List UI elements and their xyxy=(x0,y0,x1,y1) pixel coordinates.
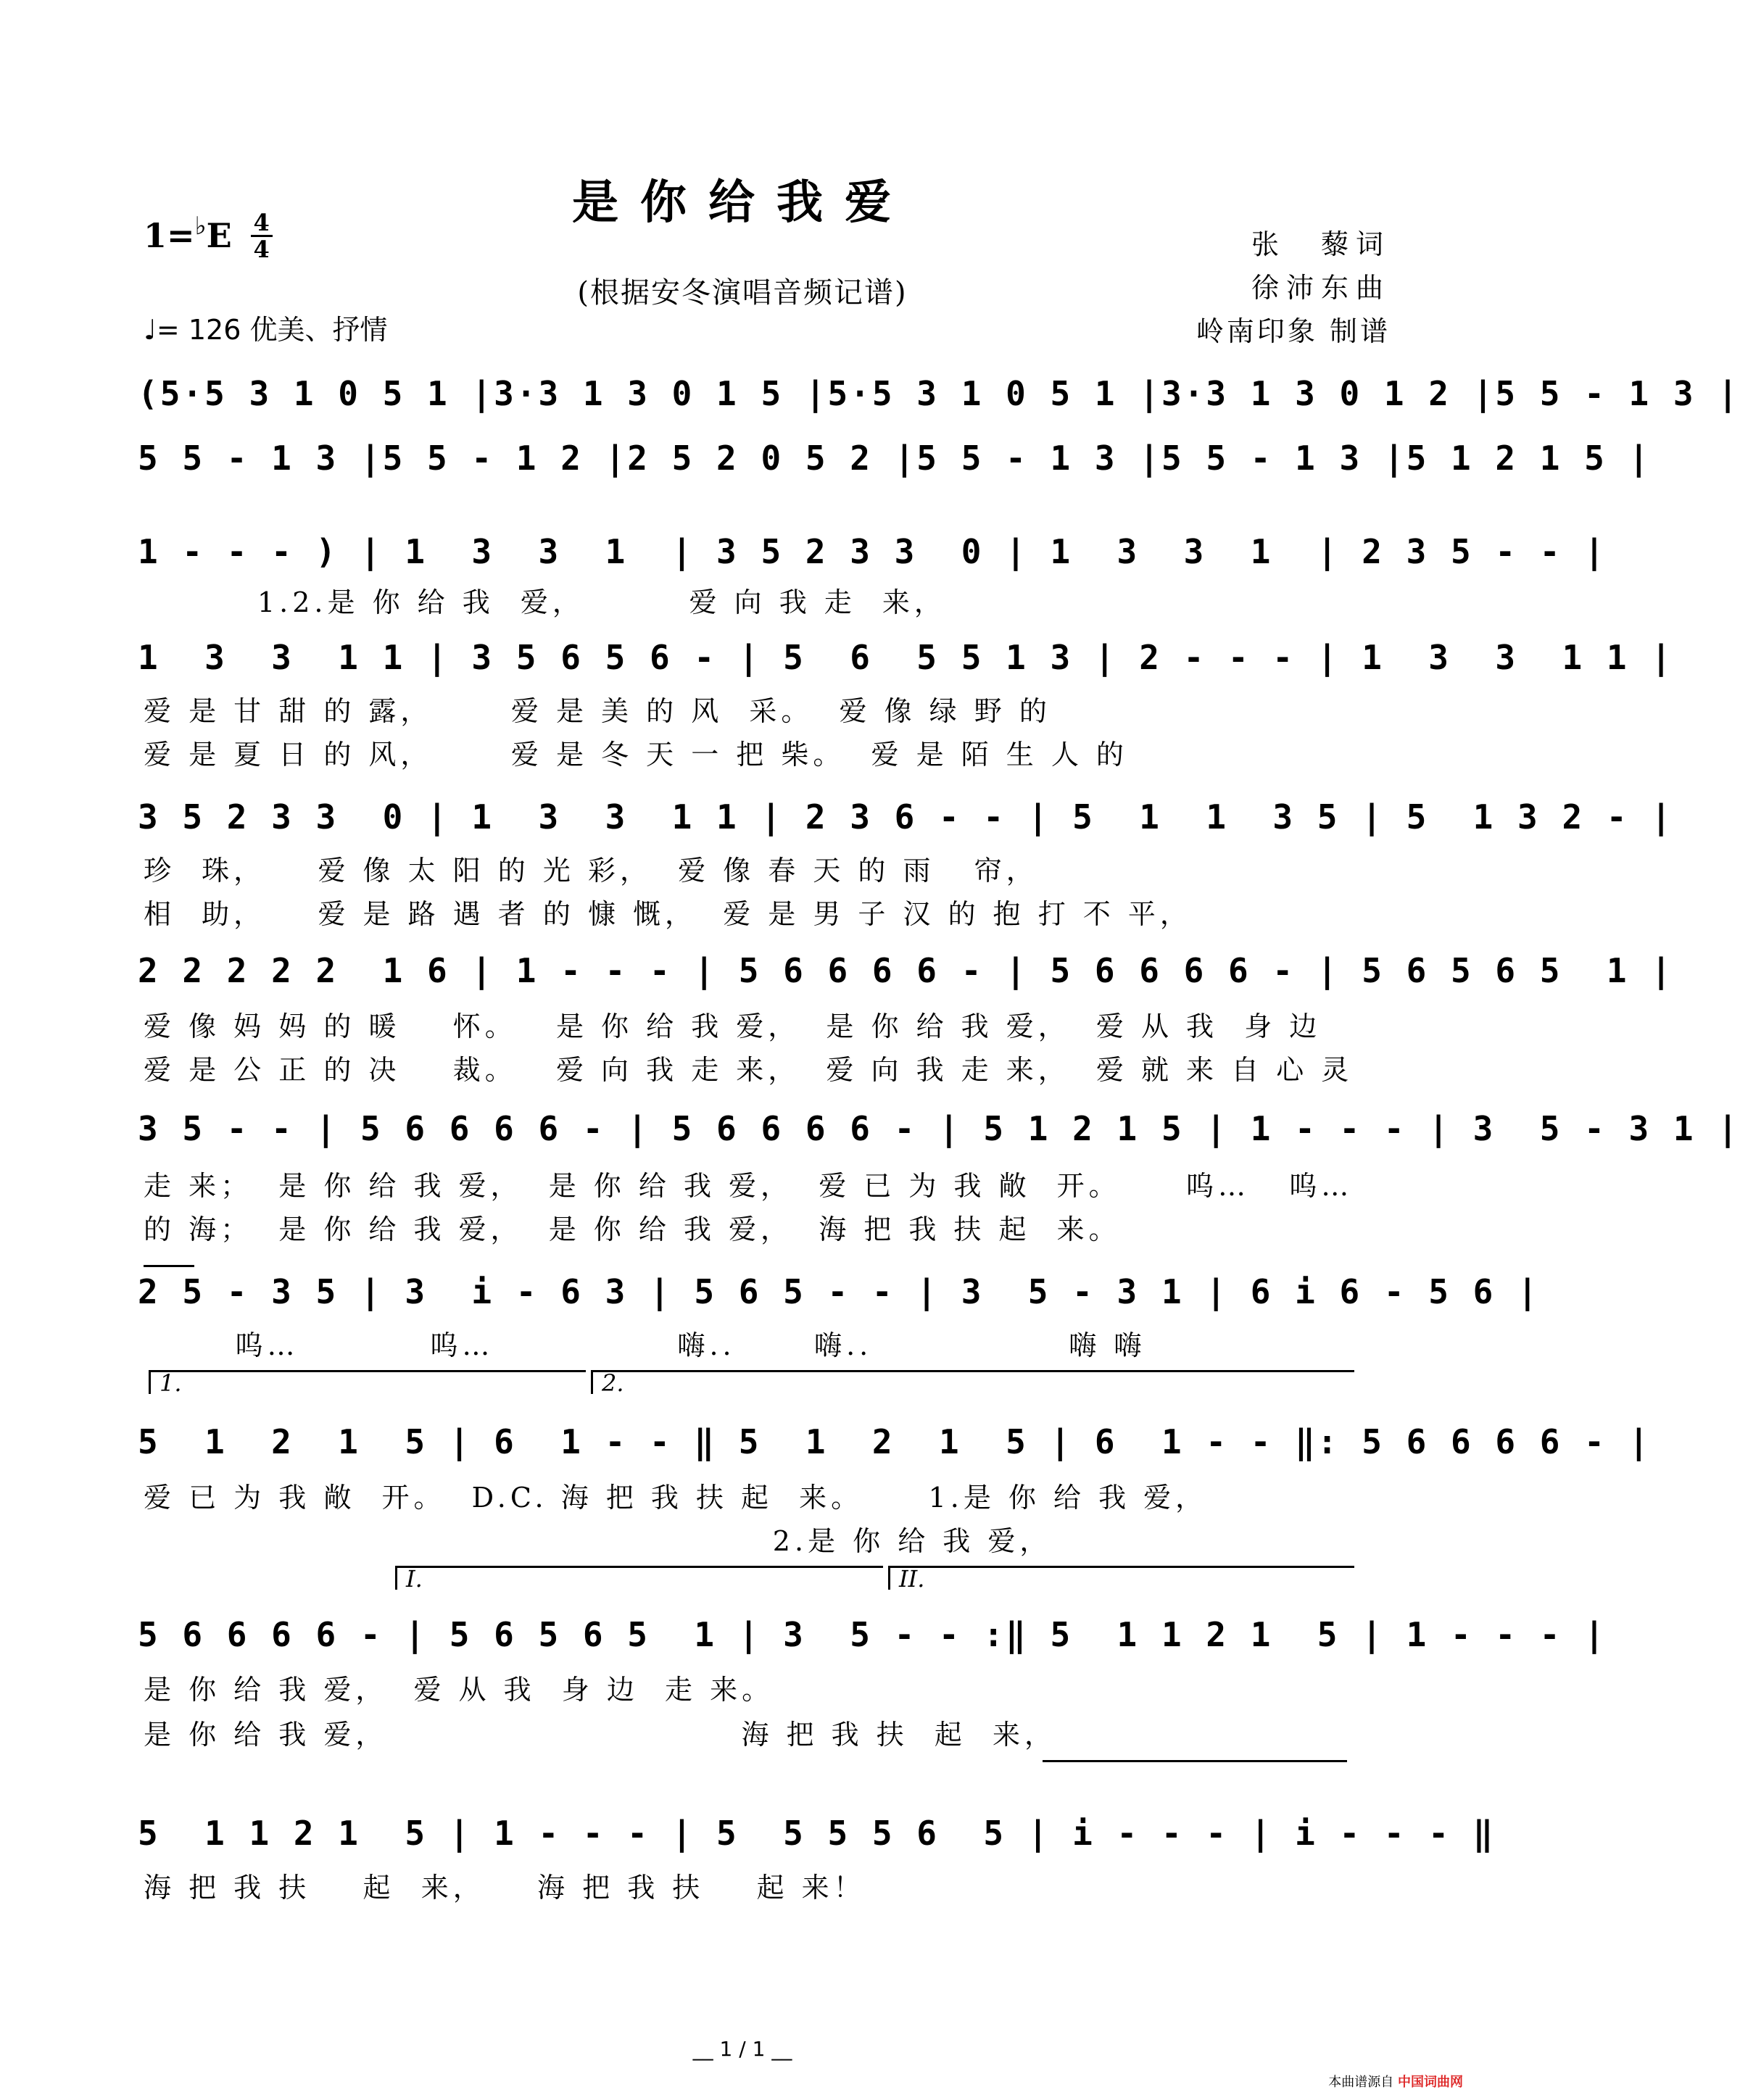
volta-label: I. xyxy=(406,1565,423,1593)
lyric-line: 呜… 呜… 嗨.. 嗨.. 嗨 嗨 xyxy=(144,1329,1146,1361)
source-site: 中国词曲网 xyxy=(1398,2075,1463,2090)
tempo-marking: ♩= 126 优美、抒情 xyxy=(144,314,388,346)
score-row-11: 5 1 1 2 1 5 | 1 - - - | 5 5 5 5 6 5 | i - - - | i - - - ‖ xyxy=(138,1814,1496,1853)
score-row-2: 5 5 - 1 3 |5 5 - 1 2 |2 5 2 0 5 2 |5 5 - 1 3 |5 5 - 1 3 |5 1 2 1 5 | xyxy=(138,439,1652,478)
lyric-line: 爱 是 甘 甜 的 露， 爱 是 美 的 风 采。 爱 像 绿 野 的 xyxy=(144,695,1051,727)
score-row-7: 3 5 - - | 5 6 6 6 6 - | 5 6 6 6 6 - | 5 1 2 1 5 | 1 - - - | 3 5 - 3 1 | xyxy=(138,1109,1740,1148)
lyric-line: 珍 珠， 爱 像 太 阳 的 光 彩， 爱 像 春 天 的 雨 帘， xyxy=(144,855,1038,887)
time-signature xyxy=(251,208,273,263)
time-numerator: 4 xyxy=(253,208,270,236)
score-row-9: 5 1 2 1 5 | 6 1 - - ‖ 5 1 2 1 5 | 6 1 - - ‖: 5 6 6 6 6 - | xyxy=(138,1422,1652,1461)
page-number: __ 1 / 1 __ xyxy=(692,2037,792,2061)
song-title: 是你给我爱 xyxy=(572,175,913,230)
score-row-8: 2 5 - 3 5 | 3 i - 6 3 | 5 6 5 - - | 3 5 - 3 1 | 6 i 6 - 5 6 | xyxy=(138,1272,1540,1311)
composer-credit: 徐沛东曲 xyxy=(1251,272,1391,304)
score-row-1: (5·5 3 1 0 5 1 |3·3 1 3 0 1 5 |5·5 3 1 0 5 1 |3·3 1 3 0 1 2 |5 5 - 1 3 | xyxy=(138,374,1740,413)
score-row-3: 1 - - - ) | 1 3 3 1 | 3 5 2 3 3 0 | 1 3 3 1 | 2 3 5 - - | xyxy=(138,532,1607,571)
lyric-line: 相 助， 爱 是 路 遇 者 的 慷 慨， 爱 是 男 子 汉 的 抱 打 不 平， xyxy=(144,898,1192,930)
score-row-6: 2 2 2 2 2 1 6 | 1 - - - | 5 6 6 6 6 - | 5 6 6 6 6 - | 5 6 5 6 5 1 | xyxy=(138,951,1673,990)
score-row-10: 5 6 6 6 6 - | 5 6 5 6 5 1 | 3 5 - - :‖ 5 1 1 2 1 5 | 1 - - - | xyxy=(138,1615,1607,1654)
source-prefix: 本曲谱源自 xyxy=(1328,2075,1394,2090)
key-prefix: 1= xyxy=(144,216,195,255)
volta-bracket-repeat-first xyxy=(395,1565,883,1593)
lyric-line: 是 你 给 我 爱， 爱 从 我 身 边 走 来。 xyxy=(144,1674,774,1706)
lyric-line: 是 你 给 我 爱， 海 把 我 扶 起 来， xyxy=(144,1719,1057,1751)
volta-bracket-first xyxy=(149,1369,586,1397)
lyric-line: 爱 像 妈 妈 的 暖 怀。 是 你 给 我 爱， 是 你 给 我 爱， 爱 从 我 身 边 xyxy=(144,1010,1322,1042)
volta-label: II. xyxy=(899,1565,925,1593)
lyric-line: 爱 已 为 我 敞 开。 D.C. 海 把 我 扶 起 来。 1.是 你 给 我 爱， xyxy=(144,1482,1208,1514)
overline xyxy=(144,1265,194,1267)
volta-label: 2. xyxy=(602,1369,624,1397)
key-signature xyxy=(144,208,273,264)
lyricist-credit: 张 藜词 xyxy=(1251,228,1391,260)
score-row-4: 1 3 3 1 1 | 3 5 6 5 6 - | 5 6 5 5 1 3 | 2 - - - | 1 3 3 1 1 | xyxy=(138,638,1673,677)
source-attribution xyxy=(1328,2072,1463,2091)
fermata-line xyxy=(1043,1760,1347,1762)
lyric-line: 爱 是 夏 日 的 风， 爱 是 冬 天 一 把 柴。 爱 是 陌 生 人 的 xyxy=(144,739,1128,771)
volta-bracket-repeat-second xyxy=(888,1565,1354,1593)
transcriber-credit: 岭南印象 制谱 xyxy=(1196,315,1391,347)
volta-label: 1. xyxy=(160,1369,182,1397)
lyric-line: 的 海； 是 你 给 我 爱， 是 你 给 我 爱， 海 把 我 扶 起 来。 xyxy=(144,1213,1121,1245)
time-denominator: 4 xyxy=(253,235,270,263)
lyric-line: 海 把 我 扶 起 来， 海 把 我 扶 起 来！ xyxy=(144,1872,866,1904)
lyric-line: 1.2.是 你 给 我 爱， 爱 向 我 走 来， xyxy=(257,586,946,618)
key-note: E xyxy=(206,216,232,255)
lyric-line: 2.是 你 给 我 爱， xyxy=(144,1525,1052,1557)
subtitle: (根据安冬演唱音频记谱) xyxy=(577,276,908,310)
score-row-5: 3 5 2 3 3 0 | 1 3 3 1 1 | 2 3 6 - - | 5 1 1 3 5 | 5 1 3 2 - | xyxy=(138,797,1673,837)
lyric-line: 走 来； 是 你 给 我 爱， 是 你 给 我 爱， 爱 已 为 我 敞 开。 呜… 呜… xyxy=(144,1170,1354,1202)
flat-sign: ♭ xyxy=(194,212,207,241)
lyric-line: 爱 是 公 正 的 决 裁。 爱 向 我 走 来， 爱 向 我 走 来， 爱 就 来 自 心 灵 xyxy=(144,1054,1354,1086)
volta-bracket-second xyxy=(591,1369,1354,1397)
